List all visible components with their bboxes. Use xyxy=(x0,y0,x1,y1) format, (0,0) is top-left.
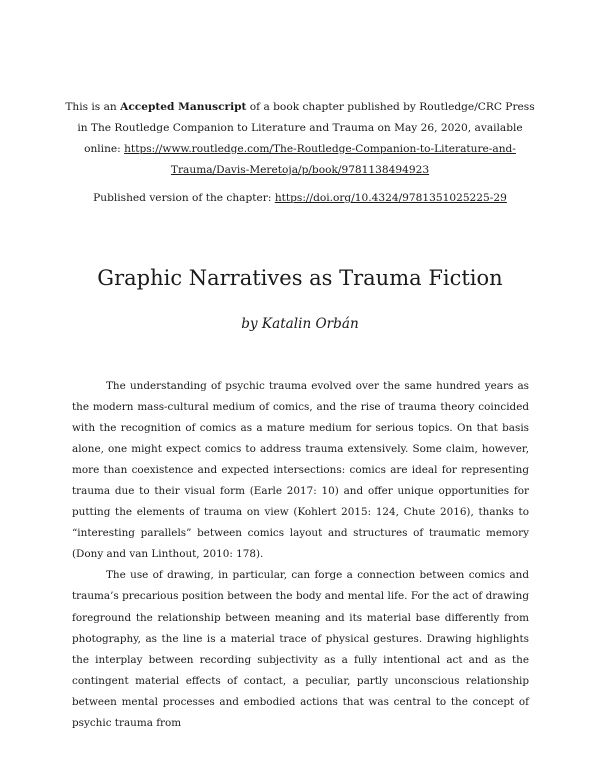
manuscript-notice xyxy=(60,97,540,181)
manuscript-notice-text xyxy=(60,97,540,181)
notice-text-body: of a book chapter published by Routledge/CRC Press in The Routledge Companion to Literature and Trauma on May 26, 2020, available online: xyxy=(77,101,535,155)
body-paragraph: The understanding of psychic trauma evolved over the same hundred years as the modern mass-cultural medium of comics, and the rise of trauma theory coincided with the recognition of comics as a mature medium for serious topics. On that basis alone, one might expect comics to address trauma extensively. Some claim, however, more than coexistence and expected intersections: comics are ideal for representing trauma due to their visual form (Earle 2017: 10) and offer unique opportunities for putting the elements of trauma on view (Kohlert 2015: 124, Chute 2016), thanks to “interesting parallels” between comics layout and structures of traumatic memory (Dony and van Linthout, 2010: 178). xyxy=(72,380,529,561)
chapter-title: Graphic Narratives as Trauma Fiction xyxy=(97,266,503,290)
notice-bold-label: Accepted Manuscript xyxy=(120,101,247,113)
published-version-label: Published version of the chapter: xyxy=(93,192,275,204)
notice-text-start: This is an xyxy=(65,101,121,113)
routledge-book-link[interactable]: https://www.routledge.com/The-Routledge-Companion-to-Literature-and-Trauma/Davis-Meretoja/p/book/9781138494923 xyxy=(124,143,516,176)
body-paragraph: The use of drawing, in particular, can forge a connection between comics and trauma’s precarious position between the body and mental life. For the act of drawing foreground the relationship between meaning and its material base differently from photography, as the line is a material trace of physical gestures. Drawing highlights the interplay between recording subjectivity as a fully intentional act and as the contingent material effects of contact, a peculiar, partly unconscious relationship between mental processes and embodied actions that was central to the concept of psychic trauma from xyxy=(72,569,529,729)
chapter-body xyxy=(72,376,529,734)
published-version-line xyxy=(60,188,540,209)
doi-link[interactable]: https://doi.org/10.4324/9781351025225-29 xyxy=(274,192,507,204)
author-byline: by Katalin Orbán xyxy=(241,316,359,332)
